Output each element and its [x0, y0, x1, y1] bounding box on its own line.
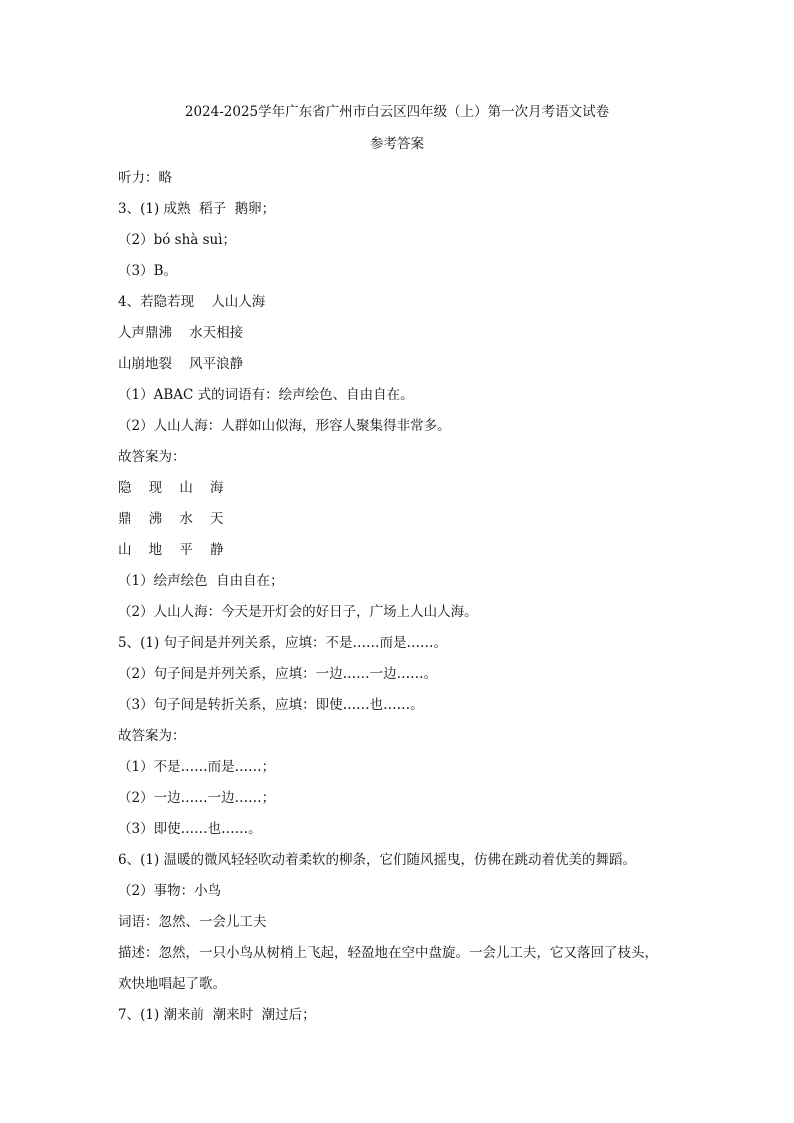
- answer-line: 山 地 平 静: [118, 542, 224, 558]
- answer-line: （2）bó shà suì；: [118, 232, 237, 248]
- answer-line: （2）句子间是并列关系，应填：一边……一边……。: [118, 666, 438, 682]
- answer-line: （1）不是……而是……；: [118, 759, 276, 775]
- answer-line: 描述：忽然，一只小鸟从树梢上飞起，轻盈地在空中盘旋。一会儿工夫，它又落回了枝头，: [118, 945, 658, 961]
- answer-line: （1）绘声绘色 自由自在；: [118, 573, 284, 589]
- answer-line: 6、(1) 温暖的微风轻轻吹动着柔软的柳条，它们随风摇曳，仿佛在跳动着优美的舞蹈。: [118, 852, 637, 868]
- document-subtitle: 参考答案: [370, 136, 424, 152]
- answer-line: （2）事物：小鸟: [118, 883, 222, 899]
- answer-line: （1）ABAC 式的词语有：绘声绘色、自由自在。: [118, 387, 414, 403]
- answer-content: [118, 163, 688, 1031]
- answer-line: （2）一边……一边……；: [118, 790, 276, 806]
- answer-line: （2）人山人海：人群如山似海，形容人聚集得非常多。: [118, 418, 451, 434]
- answer-line: （3）B。: [118, 263, 178, 279]
- answer-line: 7、(1) 潮来前 潮来时 潮过后；: [118, 1007, 316, 1023]
- answer-line: 听力：略: [118, 170, 172, 186]
- answer-line: 故答案为：: [118, 728, 186, 744]
- answer-line: 鼎 沸 水 天: [118, 511, 224, 527]
- answer-line: （3）即使……也……。: [118, 821, 262, 837]
- answer-line: 故答案为：: [118, 449, 186, 465]
- answer-line: （3）句子间是转折关系，应填：即使……也……。: [118, 697, 424, 713]
- answer-line: 5、(1) 句子间是并列关系，应填：不是……而是……。: [118, 635, 448, 651]
- answer-line: 3、(1) 成熟 稻子 鹅卵；: [118, 201, 276, 217]
- answer-line: （2）人山人海：今天是开灯会的好日子，广场上人山人海。: [118, 604, 478, 620]
- answer-line: 4、若隐若现 人山人海: [118, 294, 266, 310]
- answer-line: 人声鼎沸 水天相接: [118, 325, 244, 341]
- answer-line: 山崩地裂 风平浪静: [118, 356, 244, 372]
- answer-line: 词语：忽然、一会儿工夫: [118, 914, 267, 930]
- answer-line: 隐 现 山 海: [118, 480, 224, 496]
- answer-line: 欢快地唱起了歌。: [118, 976, 226, 992]
- document-title: 2024-2025学年广东省广州市白云区四年级（上）第一次月考语文试卷: [184, 104, 610, 120]
